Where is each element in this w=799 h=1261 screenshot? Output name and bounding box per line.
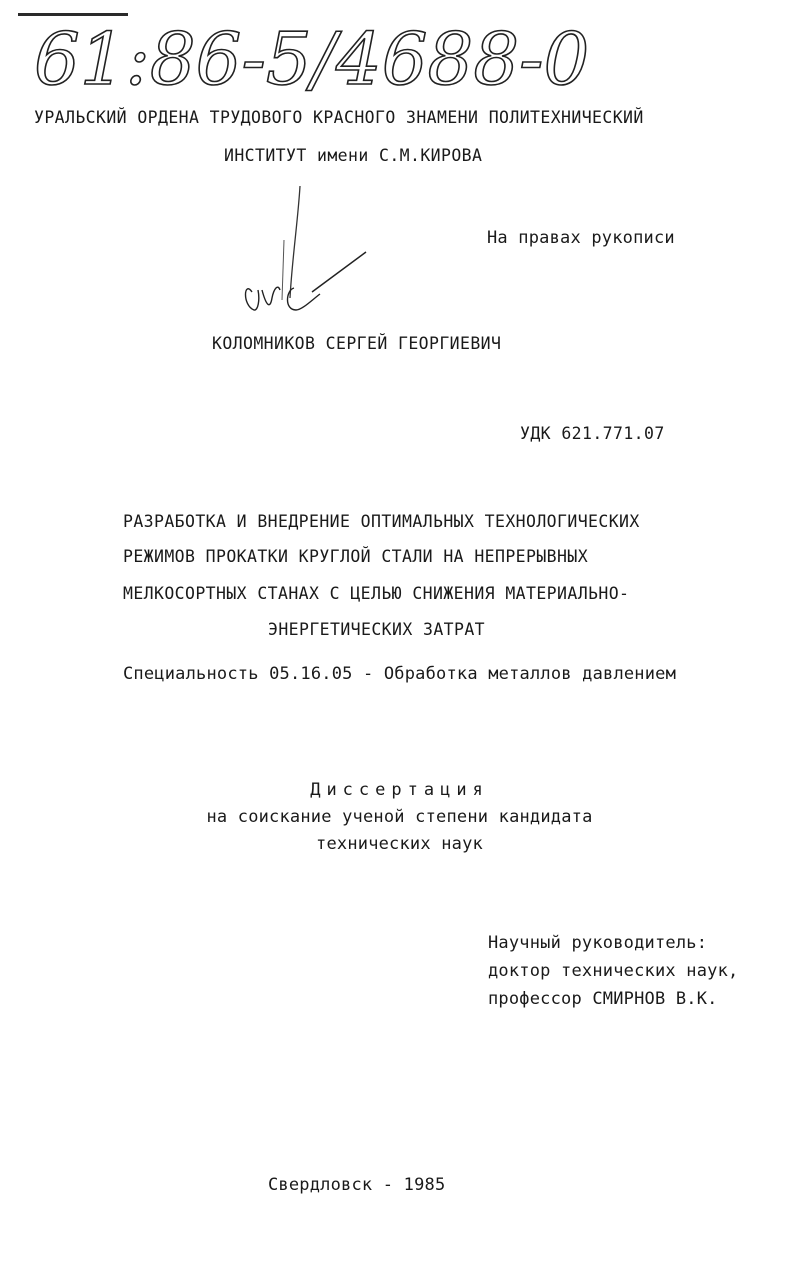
dissertation-degree-line: на соискание ученой степени кандидата <box>206 807 593 827</box>
supervisor-label: Научный руководитель: <box>488 933 708 953</box>
manuscript-rights-note: На правах рукописи <box>487 228 675 248</box>
title-line-4: ЭНЕРГЕТИЧЕСКИХ ЗАТРАТ <box>268 620 486 639</box>
dissertation-heading: Диссертация <box>310 780 489 800</box>
title-line-3: МЕЛКОСОРТНЫХ СТАНАХ С ЦЕЛЬЮ СНИЖЕНИЯ МАТЕРИАЛЬНО- <box>123 584 630 603</box>
dissertation-field-line: технических наук <box>316 834 483 854</box>
title-line-1: РАЗРАБОТКА И ВНЕДРЕНИЕ ОПТИМАЛЬНЫХ ТЕХНОЛОГИЧЕСКИХ <box>123 512 640 531</box>
title-line-2: РЕЖИМОВ ПРОКАТКИ КРУГЛОЙ СТАЛИ НА НЕПРЕРЫВНЫХ <box>123 547 589 566</box>
handwritten-archive-number <box>30 8 590 108</box>
signature-mark <box>232 180 382 330</box>
author-name: КОЛОМНИКОВ СЕРГЕЙ ГЕОРГИЕВИЧ <box>212 334 502 353</box>
place-and-year: Свердловск - 1985 <box>268 1175 446 1195</box>
handwritten-number-text: 61:86-5/4688-0 <box>34 17 590 101</box>
supervisor-name: профессор СМИРНОВ В.К. <box>488 989 718 1009</box>
institution-line-2: ИНСТИТУТ имени С.М.КИРОВА <box>224 146 483 165</box>
specialty-line: Специальность 05.16.05 - Обработка металлов давлением <box>123 664 677 684</box>
institution-line-1: УРАЛЬСКИЙ ОРДЕНА ТРУДОВОГО КРАСНОГО ЗНАМЕНИ ПОЛИТЕХНИЧЕСКИЙ <box>34 108 644 127</box>
udc-code: УДК 621.771.07 <box>520 424 665 443</box>
supervisor-degree: доктор технических наук, <box>488 961 739 981</box>
